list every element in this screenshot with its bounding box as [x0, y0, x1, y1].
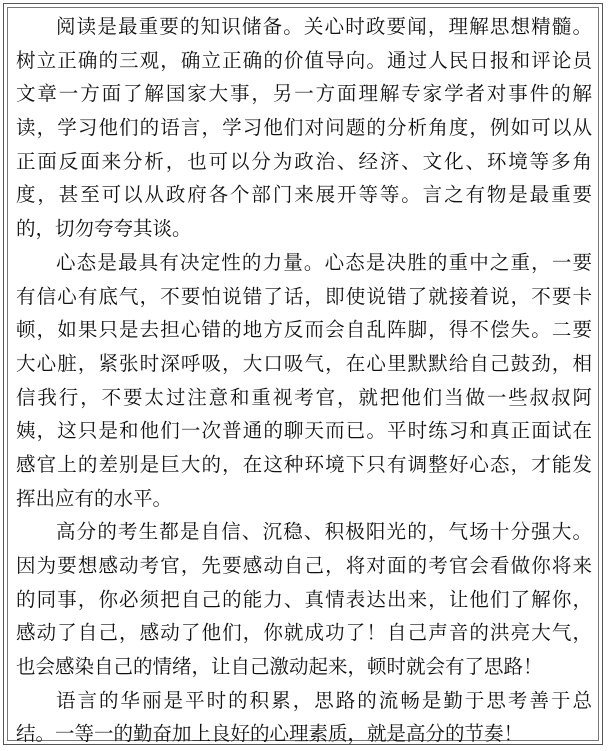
text-line: 感官上的差别是巨大的，在这种环境下只有调整好心态，才能发	[16, 452, 592, 476]
article-body	[16, 10, 592, 751]
text-line: 挥出应有的水平。	[16, 486, 173, 510]
text-line: 因为要想感动考官，先要感动自己，将对面的考官会看做你将来	[16, 554, 592, 577]
text-line: 度，甚至可以从政府各个部门来展开等等。言之有物是最重要	[16, 183, 592, 207]
text-line: 大心脏，紧张时深呼吸，大口吸气，在心里默默给自己鼓劲，相	[16, 351, 592, 375]
text-line: 读，学习他们的语言，学习他们对问题的分析角度，例如可以从	[16, 116, 592, 140]
text-line: 阅读是最重要的知识储备。关心时政要闻，理解思想精髓。	[56, 15, 592, 38]
paragraph	[16, 515, 592, 683]
text-line: 正面反面来分析，也可以分为政治、经济、文化、环境等多角	[16, 149, 592, 173]
text-line: 心态是最具有决定性的力量。心态是决胜的重中之重，一要	[56, 250, 592, 274]
text-line: 有信心有底气，不要怕说错了话，即使说错了就接着说，不要卡	[16, 284, 592, 308]
text-line: 感动了自己，感动了他们，你就成功了！自己声音的洪亮大气，	[16, 621, 592, 645]
text-line: 姨，这只是和他们一次普通的聊天而已。平时练习和真正面试在	[16, 419, 592, 443]
text-line: 结。一等一的勤奋加上良好的心理素质，就是高分的节奏！	[16, 722, 524, 746]
paragraph	[16, 684, 592, 751]
text-line: 的，切勿夸夸其谈。	[16, 217, 192, 241]
text-line: 也会感染自己的情绪，让自己激动起来，顿时就会有了思路！	[16, 655, 543, 679]
page-frame	[3, 3, 603, 745]
text-line: 信我行，不要太过注意和重视考官，就把他们当做一些叔叔阿	[16, 385, 592, 409]
text-line: 语言的华丽是平时的积累，思路的流畅是勤于思考善于总	[56, 688, 592, 712]
paragraph	[16, 10, 592, 246]
paragraph	[16, 246, 592, 516]
text-line: 的同事，你必须把自己的能力、真情表达出来，让他们了解你，	[16, 587, 592, 611]
text-line: 顿，如果只是去担心错的地方反而会自乱阵脚，得不偿失。二要	[16, 318, 592, 342]
text-line: 树立正确的三观，确立正确的价值导向。通过人民日报和评论员	[16, 48, 592, 72]
text-line: 高分的考生都是自信、沉稳、积极阳光的，气场十分强大。	[56, 520, 592, 544]
text-line: 文章一方面了解国家大事，另一方面理解专家学者对事件的解	[16, 82, 592, 106]
